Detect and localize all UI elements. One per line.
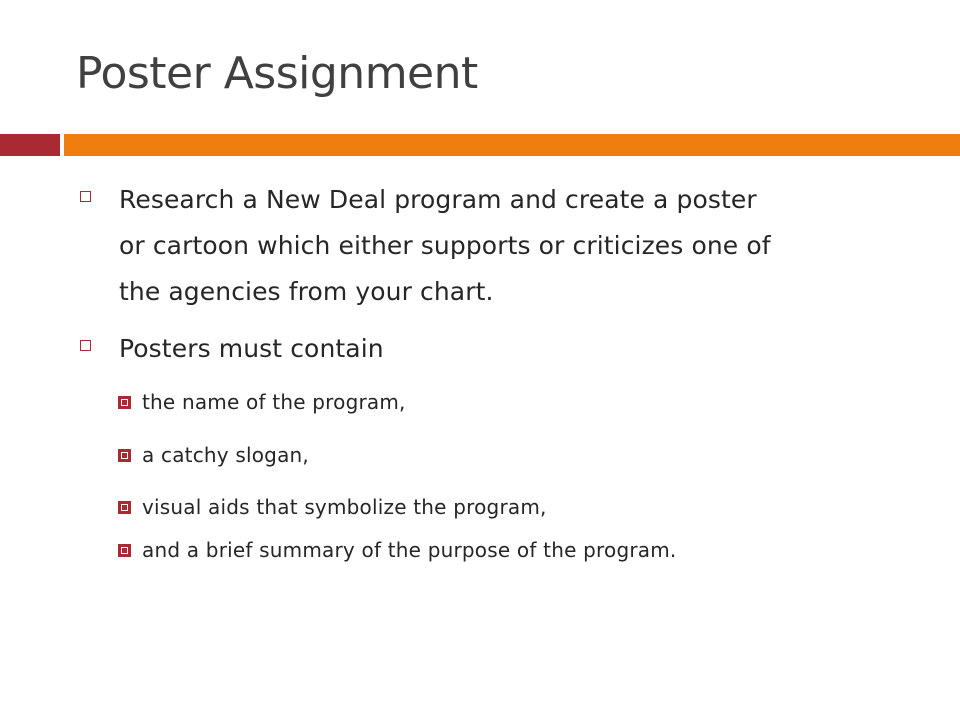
- bullet-line: Research a New Deal program and create a poster: [119, 185, 757, 214]
- sub-bullet-text: and a brief summary of the purpose of the program.: [142, 538, 677, 562]
- hollow-square-bullet-icon: [80, 340, 91, 351]
- sub-bullet-text: the name of the program,: [142, 390, 406, 414]
- bullet-line: the agencies from your chart.: [119, 277, 494, 306]
- sub-bullet-item: [118, 390, 406, 414]
- bullet-text-block: [119, 177, 771, 315]
- bullet-line: or cartoon which either supports or criticizes one of: [119, 231, 771, 260]
- slide-title: Poster Assignment: [76, 48, 478, 99]
- hollow-square-bullet-icon: [80, 191, 91, 202]
- sub-bullet-item: [118, 538, 676, 562]
- sub-bullet-item: [118, 443, 309, 467]
- sub-bullet-text: a catchy slogan,: [142, 443, 309, 467]
- bullet-line: Posters must contain: [119, 334, 384, 363]
- filled-square-bullet-icon: [118, 396, 131, 409]
- bullet-item: [80, 326, 900, 372]
- filled-square-bullet-icon: [118, 544, 131, 557]
- sub-bullet-item: [118, 495, 547, 519]
- bullet-text-block: [119, 326, 384, 372]
- bullet-item: [80, 177, 900, 315]
- filled-square-bullet-icon: [118, 501, 131, 514]
- sub-bullet-text: visual aids that symbolize the program,: [142, 495, 547, 519]
- filled-square-bullet-icon: [118, 449, 131, 462]
